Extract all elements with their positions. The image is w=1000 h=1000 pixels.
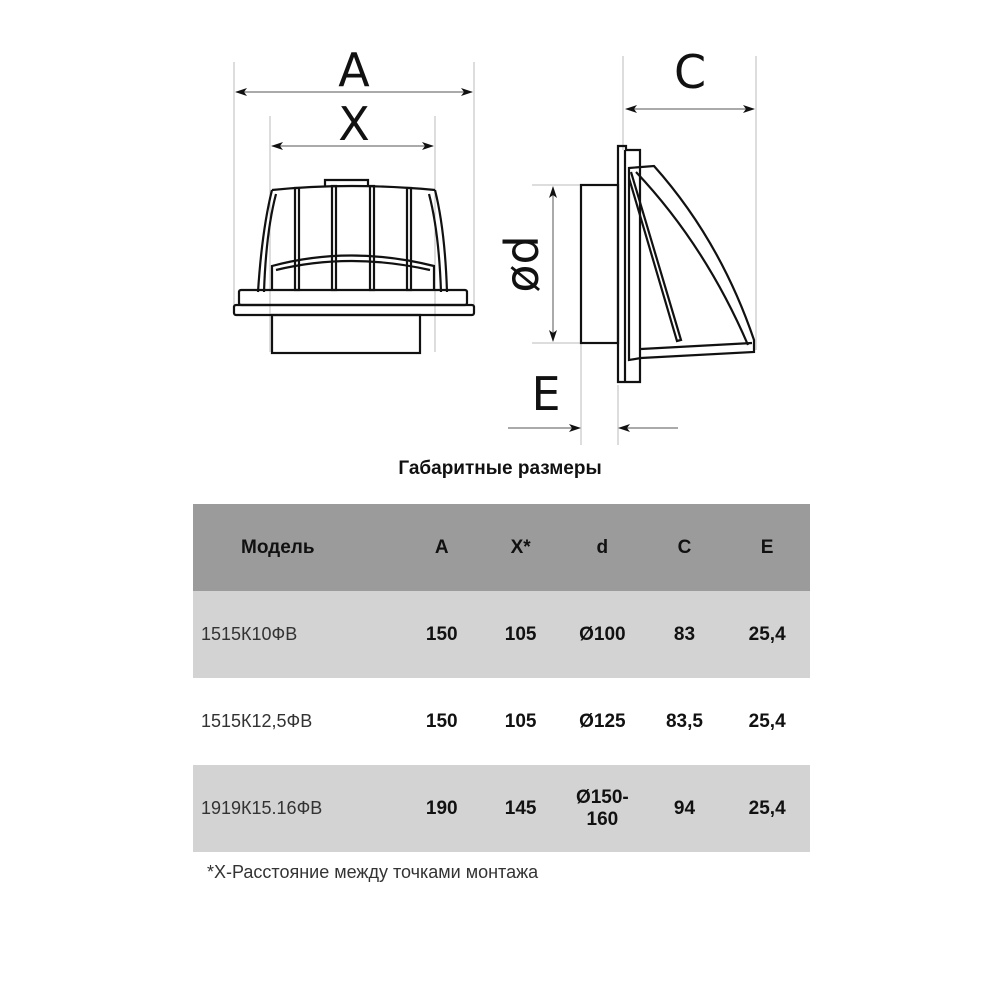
label-x: X [338,97,370,151]
cell-c: 94 [673,797,696,819]
cell-x: 145 [504,797,537,819]
dimensions-table [193,504,810,852]
header-model: Модель [241,536,315,558]
cell-x: 105 [504,710,537,732]
header-x: X* [510,536,531,558]
table-row [193,591,810,678]
cell-x: 105 [504,623,537,645]
cell-a: 190 [425,797,458,819]
cell-d-wrap [560,765,645,852]
cell-a: 150 [425,623,458,645]
header-c: C [677,536,692,558]
cell-e: 25,4 [748,710,786,732]
cell-a: 150 [425,710,458,732]
cell-e: 25,4 [748,623,786,645]
table-row [193,678,810,765]
header-d: d [596,536,609,558]
dimension-drawing [0,0,1000,450]
section-title: Габаритные размеры [398,458,602,479]
table-header-row [193,504,810,591]
label-a: A [338,43,370,97]
cell-model: 1515К10ФВ [201,624,298,644]
cell-d: Ø100 [579,623,626,645]
cell-d: Ø150-160 [575,786,629,830]
cell-model: 1919К15.16ФВ [201,798,323,818]
header-a: A [434,536,449,558]
cell-d: Ø125 [579,710,626,732]
table-row [193,765,810,852]
header-e: E [760,536,774,558]
label-c: C [673,45,707,99]
front-view [234,43,474,353]
cell-c: 83 [673,623,696,645]
label-d: ød [495,235,549,293]
side-view [495,45,756,445]
cell-c: 83,5 [665,710,703,732]
cell-model: 1515К12,5ФВ [201,711,313,731]
footnote: *X-Расстояние между точками монтажа [207,862,539,882]
cell-e: 25,4 [748,797,786,819]
label-e: E [531,367,561,421]
